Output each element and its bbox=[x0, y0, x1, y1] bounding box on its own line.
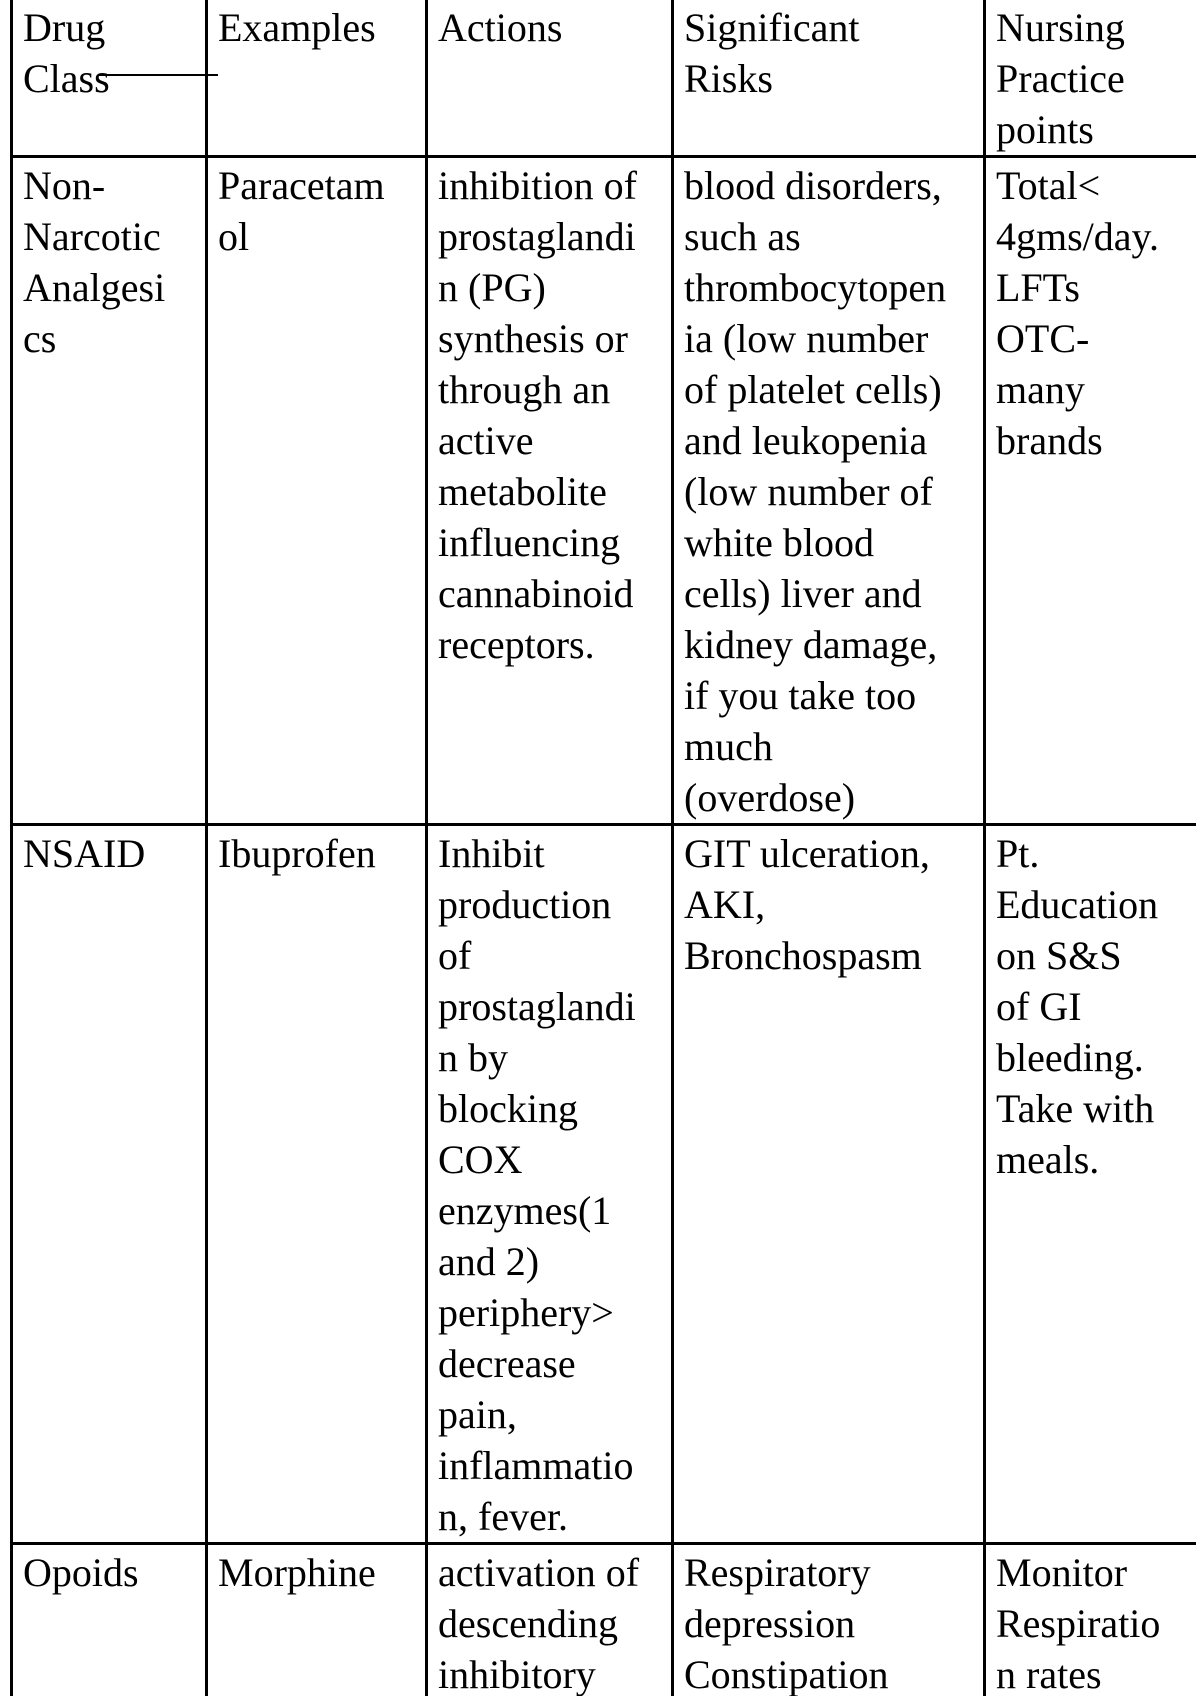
drug-class-text: Non- Narcotic Analgesi cs bbox=[23, 163, 166, 361]
risks-text: blood disorders, such as thrombocytopen ia (low number of platelet cells) and leukopenia (low number of white blood cells) liver and kidney damage, if you take too much (overdose) bbox=[684, 163, 947, 820]
nursing-text: Pt. Education on S&S of GI bleeding. Take with meals. bbox=[996, 831, 1159, 1182]
cell-nursing bbox=[985, 825, 1197, 1544]
table-header-row bbox=[12, 0, 1197, 157]
cell-nursing bbox=[985, 157, 1197, 825]
header-cell-drug-class bbox=[12, 0, 207, 157]
risks-text: GIT ulceration, AKI, Bronchospasm bbox=[684, 831, 930, 978]
examples-text: Morphine bbox=[218, 1550, 376, 1595]
cell-risks bbox=[673, 157, 985, 825]
nursing-text: Total< 4gms/day. LFTs OTC- many brands bbox=[996, 163, 1159, 463]
header-cell-actions bbox=[427, 0, 673, 157]
header-nursing-text: Nursing Practice points bbox=[996, 5, 1125, 152]
cell-examples bbox=[207, 1544, 427, 1696]
cell-examples bbox=[207, 825, 427, 1544]
cell-risks bbox=[673, 1544, 985, 1696]
table-row bbox=[12, 157, 1197, 825]
header-cell-risks bbox=[673, 0, 985, 157]
document-sheet bbox=[10, 0, 1196, 1696]
cell-actions bbox=[427, 157, 673, 825]
table-row bbox=[12, 1544, 1197, 1696]
header-cell-nursing bbox=[985, 0, 1197, 157]
cell-actions bbox=[427, 825, 673, 1544]
cell-drug-class bbox=[12, 825, 207, 1544]
cell-risks bbox=[673, 825, 985, 1544]
cell-drug-class bbox=[12, 157, 207, 825]
header-examples-text: Examples bbox=[218, 5, 376, 50]
header-risks-text: Significant Risks bbox=[684, 5, 860, 101]
risks-text: Respiratory depression Constipation bbox=[684, 1550, 889, 1696]
examples-text: Paracetam ol bbox=[218, 163, 385, 259]
cell-nursing bbox=[985, 1544, 1197, 1696]
actions-text: activation of descending inhibitory bbox=[438, 1550, 640, 1696]
nursing-text: Monitor Respiratio n rates bbox=[996, 1550, 1161, 1696]
header-cell-examples bbox=[207, 0, 427, 157]
examples-text: Ibuprofen bbox=[218, 831, 376, 876]
actions-text: Inhibit production of prostaglandi n by blocking COX enzymes(1 and 2) periphery> decrease pain, inflammatio n, fever. bbox=[438, 831, 636, 1539]
drug-class-table bbox=[10, 0, 1196, 1696]
cell-drug-class bbox=[12, 1544, 207, 1696]
table-row bbox=[12, 825, 1197, 1544]
drug-class-text: Opoids bbox=[23, 1550, 139, 1595]
cell-examples bbox=[207, 157, 427, 825]
drug-class-text: NSAID bbox=[23, 831, 146, 876]
actions-text: inhibition of prostaglandi n (PG) synthesis or through an active metabolite influencing cannabinoid receptors. bbox=[438, 163, 637, 667]
header-drug-class-text: Drug Class bbox=[23, 5, 110, 101]
header-actions-text: Actions bbox=[438, 5, 563, 50]
cell-actions bbox=[427, 1544, 673, 1696]
stray-line-mark bbox=[98, 74, 218, 76]
